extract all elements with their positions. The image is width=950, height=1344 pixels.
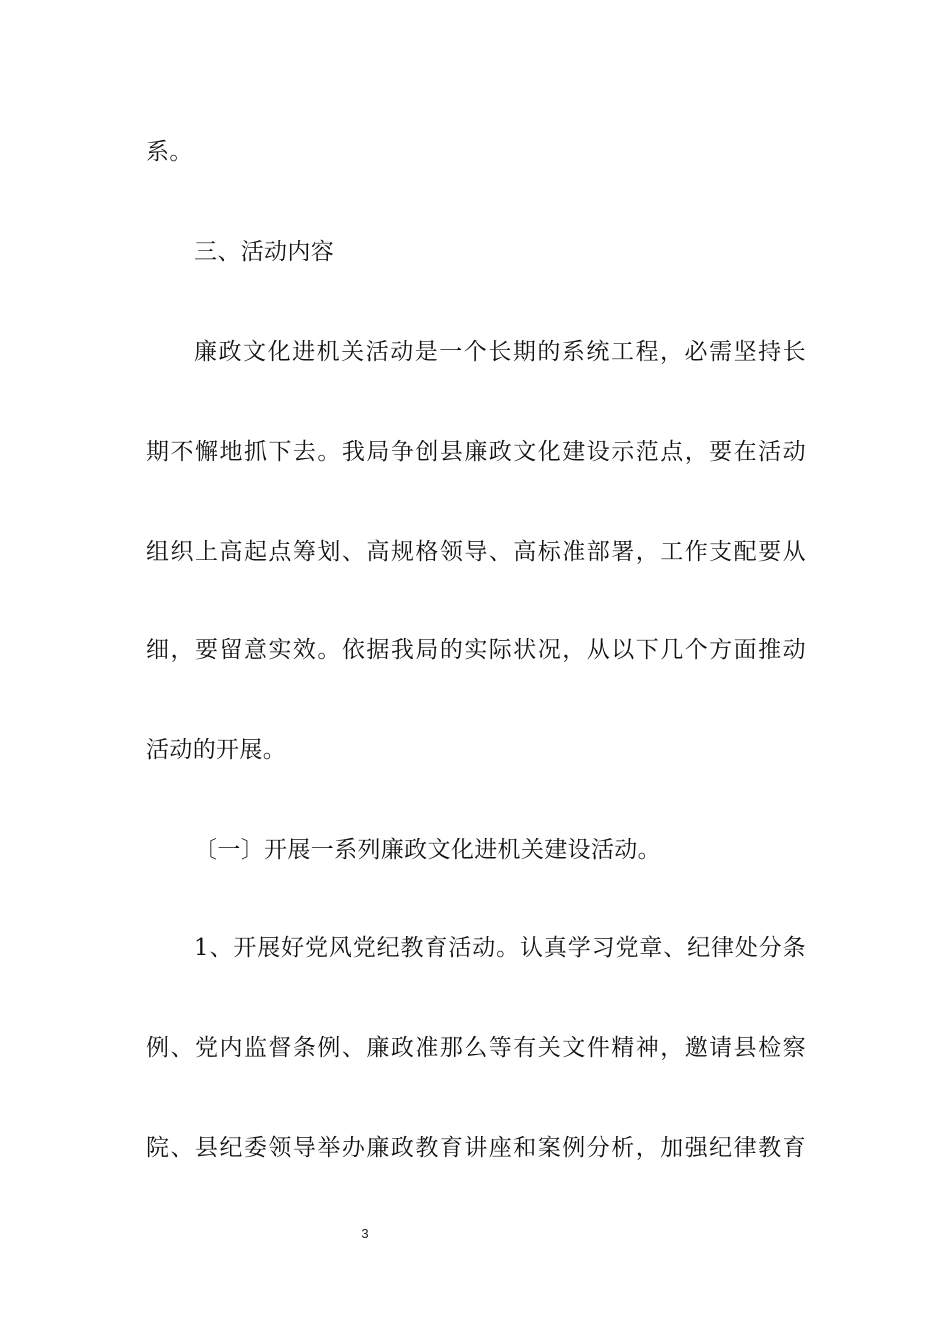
- subsection-heading: 〔一〕开展一系列廉政文化进机关建设活动。: [194, 837, 661, 863]
- paragraph-line: 院、县纪委领导举办廉政教育讲座和案例分析，加强纪律教育: [146, 1135, 806, 1161]
- text-line-continuation: 系。: [146, 139, 193, 165]
- section-heading: 三、活动内容: [194, 239, 335, 265]
- paragraph-line: 细，要留意实效。依据我局的实际状况，从以下几个方面推动: [146, 637, 806, 663]
- paragraph-line-end: 活动的开展。: [146, 737, 287, 763]
- paragraph-line: 1、开展好党风党纪教育活动。认真学习党章、纪律处分条: [194, 935, 806, 961]
- paragraph-line: 例、党内监督条例、廉政准那么等有关文件精神，邀请县检察: [146, 1035, 806, 1061]
- paragraph-line: 廉政文化进机关活动是一个长期的系统工程，必需坚持长: [194, 339, 806, 365]
- page-number: 3: [361, 1226, 369, 1241]
- paragraph-line: 期不懈地抓下去。我局争创县廉政文化建设示范点，要在活动: [146, 439, 806, 465]
- paragraph-line: 组织上高起点筹划、高规格领导、高标准部署，工作支配要从: [146, 539, 806, 565]
